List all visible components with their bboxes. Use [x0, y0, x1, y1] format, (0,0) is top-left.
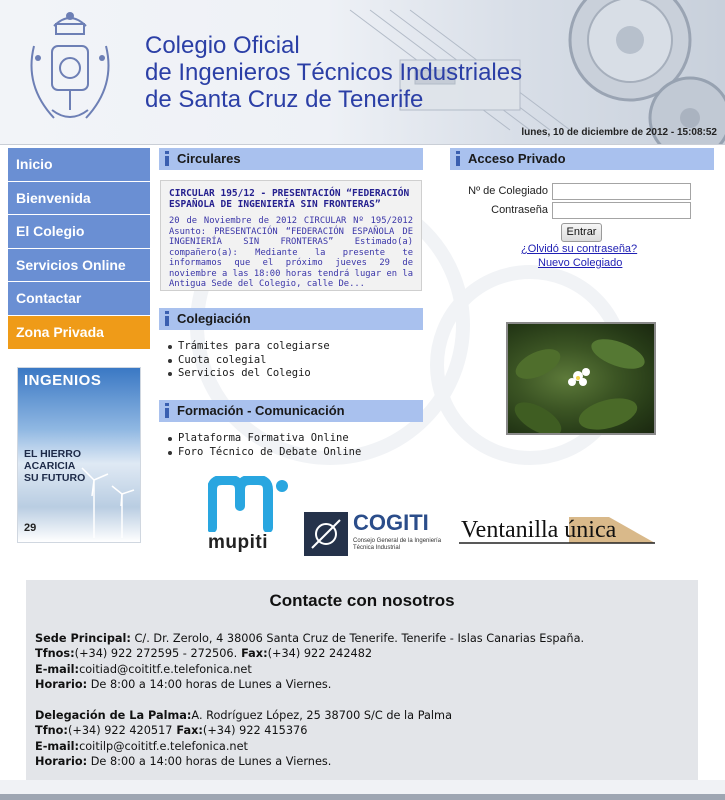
cogiti-logo[interactable] [304, 510, 444, 556]
section-bullet-icon [163, 403, 171, 418]
ventanilla-unica-logo[interactable] [459, 513, 655, 557]
magazine-headline-line: ACARICIA [24, 460, 76, 472]
contact-email[interactable]: coitiad@coititf.e.telefonica.net [79, 663, 252, 676]
circular-item [160, 180, 422, 291]
flower-photo [506, 322, 656, 435]
contact-value: A. Rodríguez López, 25 38700 S/C de la Palma [191, 709, 452, 722]
formacion-heading-label: Formación - Comunicación [177, 403, 345, 418]
contact-hours-line [35, 677, 331, 692]
nav-item-inicio[interactable]: Inicio [8, 148, 150, 182]
contact-label: Tfno: [35, 724, 68, 737]
contact-value: (+34) 922 415376 [202, 724, 308, 737]
colegiacion-heading [159, 308, 423, 330]
circulares-heading [159, 148, 423, 170]
contact-value: C/. Dr. Zerolo, 4 38006 Santa Cruz de Tenerife. Tenerife - Islas Canarias España. [130, 632, 585, 645]
contact-hours-line [35, 754, 331, 769]
mupiti-logo[interactable] [208, 476, 290, 556]
ventanilla-wordmark: Ventanilla única [461, 517, 617, 543]
contact-label: Horario: [35, 755, 88, 768]
acceso-privado-heading-label: Acceso Privado [468, 151, 566, 166]
contact-value: De 8:00 a 14:00 horas de Lunes a Viernes. [87, 755, 332, 768]
circular-summary: 20 de Noviembre de 2012 CIRCULAR Nº 195/2012 Asunto: PRESENTACIÓN “FEDERACIÓN ESPAÑOLA DE INGENIERÍA SIN FRONTERAS” Estimado(a) compañero(a): Mediante la presente te informamos que el próximo jueves 29 de noviembre a las 18:00 horas tendrá lugar en la Antigua Sede del Colegio, calle De... [169, 216, 413, 289]
footer-bar [0, 794, 725, 800]
contact-palma-line [35, 708, 452, 723]
contact-label: Sede Principal: [35, 632, 131, 645]
formacion-heading [159, 400, 423, 422]
list-item-link[interactable]: Servicios del Colegio [166, 367, 330, 381]
contact-value: (+34) 922 420517 [67, 724, 173, 737]
nav-item-bienvenida[interactable]: Bienvenida [8, 182, 150, 216]
contact-label: Horario: [35, 678, 88, 691]
contact-title: Contacte con nosotros [269, 591, 455, 610]
list-item-link[interactable]: Trámites para colegiarse [166, 340, 330, 354]
formacion-list [166, 432, 361, 459]
forgot-password-link[interactable]: ¿Olvidó su contraseña? [521, 243, 638, 255]
site-title-line: Colegio Oficial [145, 32, 300, 59]
contact-label: Fax: [172, 724, 203, 737]
site-title-line: de Ingenieros Técnicos Industriales [145, 59, 523, 86]
contact-phone-line [35, 723, 307, 738]
list-item-link[interactable]: Plataforma Formativa Online [166, 432, 361, 446]
contact-phone-line [35, 646, 372, 661]
contact-label: E-mail: [35, 663, 80, 676]
site-title [145, 32, 522, 113]
circular-title-link[interactable]: CIRCULAR 195/12 - PRESENTACIÓN “FEDERACIÓN ESPAÑOLA DE INGENIERÍA SIN FRONTERAS” [169, 188, 410, 210]
password-label: Contraseña [491, 204, 548, 216]
section-bullet-icon [163, 151, 171, 166]
mupiti-wordmark: mupiti [208, 532, 268, 553]
new-member-link[interactable]: Nuevo Colegiado [538, 257, 623, 269]
cogiti-subtitle: Consejo General de la Ingeniería Técnica Industrial [353, 538, 442, 551]
flower-image [508, 324, 656, 435]
nav-item-contactar[interactable]: Contactar [8, 282, 150, 316]
magazine-headline-line: EL HIERRO [24, 448, 81, 460]
contact-label: E-mail: [35, 740, 80, 753]
nav-item-zona-privada[interactable]: Zona Privada [8, 316, 150, 350]
contact-value: De 8:00 a 14:00 horas de Lunes a Viernes. [87, 678, 332, 691]
contact-email-line [35, 662, 252, 677]
list-item-link[interactable]: Foro Técnico de Debate Online [166, 446, 361, 460]
magazine-headline-line: SU FUTURO [24, 472, 86, 484]
contact-sede-line [35, 631, 584, 646]
ingenios-magazine-cover[interactable] [17, 367, 141, 543]
contact-label: Tfnos: [35, 647, 75, 660]
college-crest-logo [14, 6, 126, 130]
magazine-title: INGENIOS [24, 372, 102, 389]
contact-email-line [35, 739, 248, 754]
colegiacion-list [166, 340, 330, 381]
contact-email[interactable]: coitilp@coititf.e.telefonica.net [79, 740, 248, 753]
section-bullet-icon [454, 151, 462, 166]
cogiti-emblem-icon [304, 512, 348, 556]
colegiado-number-label: Nº de Colegiado [468, 185, 548, 197]
mupiti-mark-icon [208, 476, 290, 532]
colegiacion-heading-label: Colegiación [177, 311, 251, 326]
login-button[interactable]: Entrar [561, 223, 602, 242]
nav-item-el-colegio[interactable]: El Colegio [8, 215, 150, 249]
magazine-headline [24, 448, 85, 484]
contact-value: (+34) 922 272595 - 272506. [74, 647, 238, 660]
list-item-link[interactable]: Cuota colegial [166, 354, 330, 368]
site-header [0, 0, 725, 145]
section-bullet-icon [163, 311, 171, 326]
nav-item-servicios-online[interactable]: Servicios Online [8, 249, 150, 283]
footer-strip [0, 780, 725, 794]
magazine-issue-number: 29 [24, 522, 37, 534]
circulares-heading-label: Circulares [177, 151, 241, 166]
main-navigation [8, 148, 150, 350]
acceso-privado-heading [450, 148, 714, 170]
cogiti-wordmark: COGITI [353, 510, 429, 535]
colegiado-number-input[interactable] [552, 183, 691, 200]
current-datetime: lunes, 10 de diciembre de 2012 - 15:08:52 [521, 127, 717, 138]
password-input[interactable] [552, 202, 691, 219]
site-title-line: de Santa Cruz de Tenerife [145, 86, 424, 113]
contact-label: Fax: [237, 647, 268, 660]
contact-label: Delegación de La Palma: [35, 709, 192, 722]
contact-value: (+34) 922 242482 [267, 647, 373, 660]
